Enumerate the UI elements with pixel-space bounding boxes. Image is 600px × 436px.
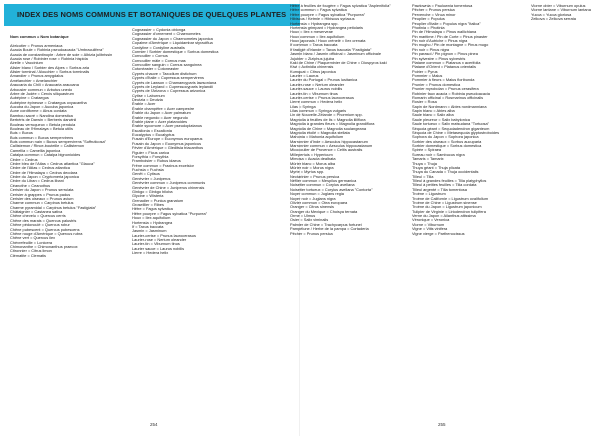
- index-entry: Chêne vert = Quercus ilex: [10, 235, 56, 241]
- index-entry: Genêt = Cytisus: [132, 171, 160, 177]
- index-entry: Kaki de Chine / Plaqueminier de Chine = Diospyros kaki: [290, 59, 387, 65]
- index-entry: Pêcher = Prunus persica: [412, 7, 455, 13]
- index-entry: Thuya du Canada = Thuja occidentalis: [412, 169, 479, 175]
- index-entry: Genévrier = Juniperus: [132, 175, 171, 181]
- index-entry: Érable plane = Acer platanoides: [132, 118, 188, 124]
- index-entry: Citronnier = Citrus limon: [10, 248, 52, 254]
- index-entry: Troène de Chine = Ligustrum sinense: [412, 199, 477, 205]
- index-entry: Escallonia = Escallonia: [132, 127, 172, 133]
- index-entry: Noyer noir = Juglans nigra: [290, 195, 336, 201]
- index-entry: Cyprès de Leyland = Cupressocyparis leylandii: [132, 83, 213, 89]
- index-entry: Grenadier = Punica granatum: [132, 197, 184, 203]
- index-entry: Troène = Ligustrum: [412, 191, 446, 197]
- index-entry: Deutzia = Deutzia: [132, 97, 163, 102]
- index-entry: Cyprès de Lawson = Chamaecyparis lawsoniana: [132, 79, 217, 85]
- index-entry: Viorne = Viburnum: [412, 221, 445, 227]
- index-column-4: [412, 4, 528, 421]
- index-entry: Saule blanc = Salix alba: [412, 112, 454, 118]
- index-title-banner: [4, 4, 300, 26]
- index-entry: Laurier du Portugal = Prunus lusitanica: [290, 77, 358, 83]
- index-entry: Vigne = Vitis vinifera: [412, 226, 448, 232]
- index-entry: If commun = Taxus baccata: [290, 42, 338, 48]
- index-entry: Ginkgo = Ginkgo biloba: [132, 188, 173, 194]
- index-entry: Laurier-tin = Viburnum tinus: [132, 241, 180, 247]
- index-entry: Hibiscus / Ketmie = Hibiscus syriacus: [290, 16, 355, 22]
- index-entry: Hortensia = Hydrangea: [132, 219, 173, 225]
- index-entry: Pervenche = Vinca minor: [412, 11, 456, 17]
- index-entry: Cytise = Laburnum: [132, 92, 165, 98]
- index-entry: Cerisier à grappes = Prunus padus: [10, 191, 71, 197]
- index-entry: Framboisier = Rubus idaeus: [132, 158, 181, 164]
- page-number-left: 254: [150, 422, 158, 427]
- index-entry: Lin de Nouvelle-Zélande = Phormium spp.: [290, 112, 363, 118]
- index-entry: Romarin officinal = Rosmarinus officinalis: [412, 94, 484, 100]
- index-entry: Érable negundo = Acer negundo: [132, 114, 188, 120]
- index-entry: Troène du Japon = Ligustrum japonicum: [412, 204, 482, 210]
- index-entry: Orme = Ulmus: [290, 213, 316, 218]
- page-number-right: 255: [438, 422, 446, 427]
- index-entry: Alisier torminal / Alouchier = Sorbus torminalis: [10, 69, 90, 74]
- index-entry: Fusain d'Europe = Euonymus europaeus: [132, 136, 203, 142]
- index-entry: Hortensia = Hydrangea spp.: [290, 20, 339, 26]
- index-entry: Cordyline = Cordyline australis: [132, 44, 185, 50]
- index-entry: Pin mugho / Pin de montagne = Pinus mugo: [412, 42, 489, 48]
- index-entry: Zelkova = Zelkova serrata: [531, 16, 576, 22]
- index-entry: Magnolia à grandes fleurs = Magnolia grandiflora: [290, 121, 375, 127]
- index-entry: Charme pyramidal = Carpinus betulus "Fastigiata": [10, 204, 97, 210]
- index-entry: Chêne rouge d'Amérique = Quercus rubra: [10, 230, 83, 236]
- index-entry: Tulipier de Virginie = Liriodendron tulipifera: [412, 208, 486, 214]
- index-entry: Cognassier du Japon = Chaenomeles japonica: [132, 35, 213, 41]
- index-entry: Cyprès chauve = Taxodium distichum: [132, 70, 197, 76]
- index-entry: Figuier = Ficus carica: [132, 149, 170, 155]
- index-entry: Oranger = Citrus sinensis: [290, 204, 335, 210]
- index-entry: Kiwi = Actinidia chinensis: [290, 64, 334, 70]
- index-entry: Eucalyptus = Eucalyptus: [132, 132, 175, 137]
- index-entry: Cèdre = Cedrus: [10, 156, 38, 162]
- index-entry: Jasmin blanc / Jasmin officinal = Jasminum officinale: [290, 51, 382, 57]
- index-entry: Poirier = Pyrus: [412, 68, 438, 74]
- index-entry: Érable sycomore = Acer pseudoplatanus: [132, 123, 202, 129]
- index-entry: Lilas commun = Syringa vulgaris: [290, 108, 347, 113]
- index-entry: Mûrier noir = Morus nigra: [290, 164, 334, 170]
- index-entry: Laurier-rose = Nerium oleander: [132, 237, 187, 242]
- index-column-header: Nom commun = Nom botanique: [10, 35, 69, 39]
- index-entry: Photinia = Photinia: [412, 24, 445, 30]
- index-entry: Chêne pédonculé = Quercus robur: [10, 222, 70, 228]
- index-entry: Aubépine épineuse = Crataegus oxyacantha: [10, 99, 87, 105]
- index-entry: Micocoulier de Provence = Celtis australis: [290, 147, 363, 153]
- index-entry: Forsythia = Forsythia: [132, 153, 169, 159]
- index-entry: Pampélune / Herbe de la pampa = Cortaderia: [290, 226, 369, 232]
- index-entry: Céanothe = Ceanothus: [10, 182, 51, 188]
- index-entry: Glycine = Wisteria: [132, 193, 164, 199]
- index-entry: If fastigié d'Irlande = Taxus baccata "Fastigiata": [290, 46, 372, 52]
- index-entry: Genévrier de Chine = Juniperus chinensis: [132, 184, 205, 190]
- index-entry: Pin sylvestre = Pinus sylvestris: [412, 55, 466, 61]
- index-entry: Lierre commun = Hedera helix: [290, 99, 343, 105]
- index-entry: Palmier de Chine = Trachycarpus fortunei: [290, 221, 362, 227]
- index-entry: Aubépine = Crataegus: [10, 95, 49, 101]
- index-entry: Laurier-cerise = Prunus laurocerasus: [132, 232, 196, 238]
- index-entry: Laurier-sauce = Laurus nobilis: [290, 86, 343, 92]
- index-entry: Mahonia = Mahonia aquifolium: [290, 134, 344, 140]
- index-entry: Platane d'Orient = Platanus orientalis: [412, 64, 477, 70]
- index-entry: Tilleul à petites feuilles = Tilia cordata: [412, 182, 477, 188]
- index-entry: Cognassier = Cydonia oblonga: [132, 28, 186, 32]
- index-entry: Genévrier commun = Juniperus communis: [132, 180, 206, 186]
- index-entry: Frêne commun = Fraxinus excelsior: [132, 162, 194, 168]
- index-entry: Amandier = Prunus amygdalus: [10, 73, 64, 79]
- index-entry: Hêtre = Fagus sylvatica: [132, 206, 173, 212]
- index-entry: Tilleul = Tilia: [412, 173, 434, 179]
- index-entry: Saule pleureur = Salix babylonica: [412, 116, 470, 122]
- index-entry: Noisetier tortueux = Corylus avellana "Contorta": [290, 186, 373, 192]
- index-entry: Cèdre de l'Atlas = Cedrus atlantica: [10, 165, 70, 171]
- index-entry: Hêtre pourpre = Fagus sylvatica "Purpurea": [290, 11, 366, 17]
- index-entry: Sureau noir = Sambucus nigra: [412, 151, 465, 157]
- index-entry: Olivier commun = Olea europaea: [290, 199, 348, 205]
- index-entry: Houx commun = Ilex aquifolium: [290, 33, 345, 39]
- index-entry: Lierre = Hedera helix: [132, 250, 169, 256]
- index-entry: Laurier = Laurus: [290, 73, 319, 78]
- index-entry: Sorbier des oiseaux = Sorbus aucuparia: [412, 138, 482, 144]
- index-entry: Vigne vierge = Parthenocissus: [412, 230, 465, 236]
- index-entry: Airelle = Vaccinium: [10, 60, 43, 66]
- index-entry: Chêne des marais = Quercus palustris: [10, 217, 77, 223]
- index-entry: Kumquat = Citrus japonica: [290, 68, 336, 74]
- index-column-5: [531, 4, 597, 421]
- index-entry: Érable champêtre = Acer campestre: [132, 105, 195, 111]
- index-entry: Cognassier d'ornement = Chaenomeles: [132, 31, 201, 37]
- index-entry: Cornouiller = Cornus: [132, 53, 168, 59]
- index-entry: Platane commun = Platanus x acerifolia: [412, 59, 481, 65]
- index-entry: Bouleau de l'Himalaya = Betula utilis: [10, 125, 73, 131]
- index-entry: Séquoia de Chine = Metasequoia glyptostroboides: [412, 129, 500, 135]
- index-entry: Houx = Ilex x meserveae: [290, 29, 333, 35]
- index-entry: Troène de Californie = Ligustrum ovalifolium: [412, 195, 489, 201]
- index-entry: Buis commun nain = Buxus sempervirens "Suffruticosa": [10, 139, 107, 144]
- index-entry: Charme commun = Carpinus betulus: [10, 200, 74, 206]
- index-entry: Abricotier = Prunus armeniaca: [10, 42, 63, 48]
- index-entry: Pin maritime / Pin de Corte = Pinus pinaster: [412, 33, 488, 39]
- index-entry: Noyer commun = Juglans regia: [290, 191, 344, 197]
- index-entry: If = Taxus baccata: [132, 223, 164, 229]
- index-entry: Buis commun = Buxus sempervirens: [10, 134, 74, 140]
- index-entry: Aune cordiforme = Alnus cordata: [10, 108, 67, 114]
- index-entry: Robinier faux acacia = Robinia pseudoacacia: [412, 90, 490, 96]
- index-entry: Pin de l'Himalaya = Pinus wallichiana: [412, 29, 477, 35]
- index-column-3: [290, 4, 408, 421]
- index-entry: Magnolia de Chine = Magnolia soulangeana: [290, 125, 367, 131]
- index-entry: Oranger du Mexique = Choisya ternata: [290, 208, 358, 214]
- index-entry: Hêtre à feuilles de fougère = Fagus sylvatica "Asplenifolia": [290, 4, 391, 8]
- index-entry: Callistemon / Rince-bouteille = Callistemon: [10, 143, 85, 149]
- index-entry: Sapin blanc = Abies alba: [412, 108, 455, 113]
- index-entry: Cèdre de l'Himalaya = Cedrus deodara: [10, 169, 78, 175]
- index-entry: Noisetier commun = Corylus avellana: [290, 182, 355, 188]
- index-entry: Thuya géant = Thuja plicata: [412, 164, 461, 170]
- index-entry: Osier = Salix viminalis: [290, 217, 329, 223]
- index-entry: Pin parasol / Pin pignon = Pinus pinea: [412, 51, 478, 57]
- index-entry: Viorne obier = Viburnum opulus: [531, 4, 586, 8]
- index-entry: Laurier sauce = Laurus nobilis: [132, 245, 185, 251]
- index-entry: Hortensia grimpant = Hydrangea petiolaris: [290, 24, 363, 30]
- index-entry: Pommier à fleurs = Malus floribunda: [412, 77, 475, 83]
- index-entry: Cèdre bleu de l'Atlas = Cedrus atlantica "Glauca": [10, 160, 95, 166]
- index-entry: Magnolia étoilé = Magnolia stellata: [290, 129, 350, 135]
- index-entry: Peuplier d'Italie = Populus nigra "Italica": [412, 20, 481, 26]
- index-entry: Cerisier du Japon = Prunus serrulata: [10, 187, 74, 193]
- index-entry: Séquoia géant = Sequoiadendron giganteum: [412, 125, 490, 131]
- index-entry: Acacia rose / Robinier rose = Robinia hispida: [10, 55, 88, 61]
- index-entry: Cyprès d'Italie = Cupressus sempervirens: [132, 75, 204, 81]
- index-entry: Fusain du Japon = Euonymus japonicus: [132, 140, 202, 146]
- index-entry: Acacia Boule = Robinia pseudoacacia "Umbraculifera": [10, 47, 104, 53]
- index-column-2: [132, 28, 250, 421]
- index-entry: Yucca = Yucca gloriosa: [531, 11, 572, 17]
- index-entry: Févier d'Amérique = Gleditsia triacanthos: [132, 145, 204, 151]
- index-entry: Amélanchier = Amelanchier: [10, 77, 58, 83]
- index-entry: Érable = Acer: [132, 101, 156, 107]
- index-entry: Érable du Japon = Acer palmatum: [132, 110, 191, 116]
- index-entry: Berbéris de Darwin = Berberis darwinii: [10, 117, 77, 123]
- index-entry: Jasmin = Jasminum: [132, 228, 167, 234]
- index-column-1: [10, 35, 126, 421]
- index-entry: Cormier / Sorbier domestique = Sorbus domestica: [132, 48, 219, 54]
- index-entry: Marronnier d'Inde = Aesculus hippocastanum: [290, 138, 368, 144]
- index-entry: Hêtre commun = Fagus sylvatica: [290, 7, 347, 13]
- index-entry: Copalme d'Amérique = Liquidambar styraciflua: [132, 40, 213, 46]
- index-entry: Sapin de Nordmann = Abies nordmanniana: [412, 103, 487, 109]
- index-entry: Acacia de constantinople : Arbre de soie = Albizia julibrissin: [10, 51, 113, 57]
- index-entry: Clématite = Clematis: [10, 252, 46, 258]
- index-entry: Aucuba du Japon = Aucuba japonica: [10, 104, 74, 109]
- index-entry: Cotonéaster = Cotoneaster: [132, 66, 179, 72]
- index-entry: Véronique = Veronica: [412, 217, 450, 223]
- index-entry: Pin noir = Pinus nigra: [412, 46, 450, 52]
- index-entry: Mûrier blanc = Morus alba: [290, 160, 336, 166]
- index-entry: Arbousier commun = Arbutus unedo: [10, 86, 73, 92]
- index-entry: Saule tortueux = Salix matsudana "Tortuosa": [412, 121, 490, 127]
- index-entry: Thuya = Thuja: [412, 160, 437, 166]
- index-entry: Verne du Japon = Ailanthus altissima: [412, 213, 476, 218]
- index-entry: Sorbier domestique = Sorbus domestica: [412, 143, 482, 148]
- index-entry: Tamaris = Tamarix: [412, 156, 444, 162]
- index-entry: Laurier-tin = Viburnum tinus: [290, 90, 338, 96]
- index-entry: Sophora du Japon = Sophora japonica: [412, 134, 479, 140]
- index-entry: Millepertuis = Hypericum: [290, 151, 333, 157]
- index-entry: Viorne lantane = Viburnum lantana: [531, 7, 591, 13]
- index-entry: Araucaria du Chili = Araucaria araucana: [10, 82, 79, 88]
- index-entry: Pawlownia = Paulownia tomentosa: [412, 4, 473, 8]
- index-entry: Buis = Buxus: [10, 130, 33, 136]
- index-entry: Chèvrefeuille = Lonicera: [10, 239, 53, 245]
- index-entry: Chimonanthe = Chimonanthus praecox: [10, 244, 78, 249]
- index-entry: Magnolia à feuilles de lis = Magnolia liliiflora: [290, 116, 366, 122]
- index-entry: Lilas = Syringa: [290, 103, 316, 109]
- index-entry: Myrte = Myrtus spp.: [290, 169, 325, 175]
- index-entry: Bouleau verruqueux = Betula pendula: [10, 121, 76, 127]
- index-entry: Laurier-cerise = Prunus laurocerasus: [290, 94, 354, 100]
- index-entry: Cyprès de l'Arizona = Cupressus arizonica: [132, 88, 206, 94]
- index-entry: Chêne pubescent = Quercus pubescens: [10, 226, 80, 232]
- index-entry: Cèdre du Japon = Cryptomeria japonica: [10, 174, 79, 179]
- index-entry: Bambou sacré = Nandina domestica: [10, 112, 73, 118]
- index-entry: Tilleul argenté = Tilia tomentosa: [412, 186, 467, 192]
- index-entry: Cèdre du Liban = Cedrus libani: [10, 178, 64, 184]
- index-entry: Laurier-rose = Nerium oleander: [290, 81, 345, 87]
- index-entry: Chêne chevelu = Quercus cerris: [10, 213, 66, 219]
- index-entry: Marronnier commun = Aesculus hippocastanum: [290, 143, 373, 148]
- index-entry: Cerisier des oiseaux = Prunus avium: [10, 195, 74, 201]
- index-entry: Fuchsia = Fuchsia: [132, 167, 164, 172]
- index-entry: Prunier myrobolan = Prunus cerasifera: [412, 86, 479, 92]
- index-entry: Jujubier = Ziziphus jujuba: [290, 55, 335, 61]
- index-title: INDEX DES NOMS COMMUNS ET BOTANIQUES DE QUELQUES PLANTES: [17, 10, 287, 19]
- index-entry: Peuplier = Populus: [412, 16, 445, 22]
- index-entry: Mimosa = Acacia dealbata: [290, 156, 336, 162]
- index-entry: Arbre de Judée = Cercis siliquastrum: [10, 90, 74, 96]
- index-entry: Houx = Ilex aquifolium: [132, 215, 171, 221]
- index-entry: Cornouiller mâle = Cornus mas: [132, 57, 186, 63]
- index-entry: Pin noir d'Autriche = Pinus nigra: [412, 38, 468, 43]
- index-entry: Camellia = Camellia japonica: [10, 147, 61, 153]
- index-entry: Catalpa commun = Catalpa bignonioides: [10, 152, 81, 158]
- index-entry: Néflier commun = Mespilus germanica: [290, 178, 357, 183]
- index-entry: Groseillier = Ribes: [132, 202, 164, 207]
- index-entry: Prunier = Prunus domestica: [412, 81, 461, 87]
- index-entry: Rosier = Rosa: [412, 99, 437, 105]
- index-entry: Houx japonais / Houx crénelé = Ilex crenata: [290, 38, 366, 43]
- index-entry: Châtaignier = Castanea sativa: [10, 209, 63, 214]
- index-entry: Tilleul à grandes feuilles = Tilia platyphyllos: [412, 178, 487, 183]
- index-entry: Cornouiller sanguin = Cornus sanguinea: [132, 62, 202, 67]
- index-entry: Alisier blanc / Sorbier des Alpes = Sorbus aria: [10, 64, 90, 70]
- index-entry: Hêtre pourpre = Fagus sylvatica "Purpurea": [132, 210, 208, 216]
- index-entry: Pêcher = Prunus persica: [290, 230, 333, 236]
- index-entry: Pommier = Malus: [412, 73, 443, 78]
- index-entry: Nectarinier = Prunus persica: [290, 173, 340, 179]
- index-entry: Spirée = Spiraea: [412, 147, 442, 153]
